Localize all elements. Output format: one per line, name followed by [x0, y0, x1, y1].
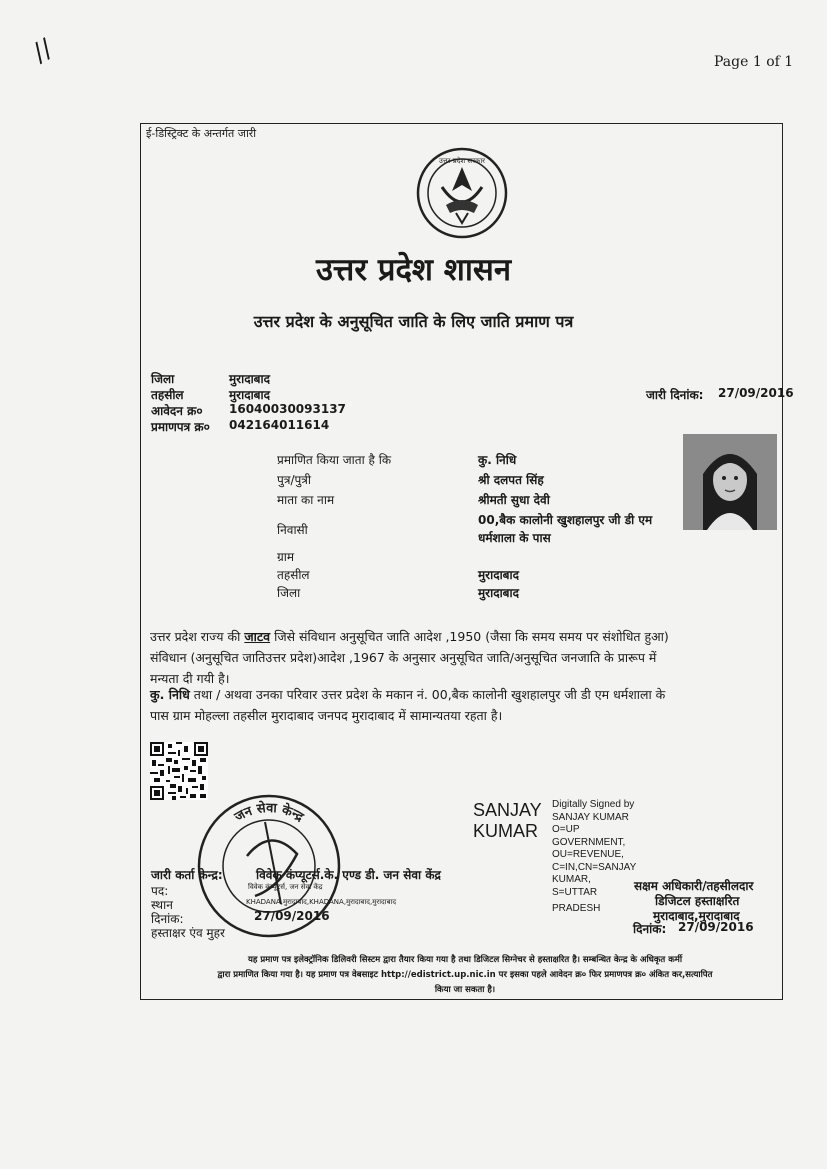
caste-paragraph — [150, 626, 772, 689]
mother-name: श्रीमती सुधा देवी — [478, 493, 550, 507]
issuing-center-label: जारी कर्ता केन्द्र: — [151, 868, 223, 882]
issue-date-value: 27/09/2016 — [718, 386, 794, 400]
issuer-date-label: दिनांक: — [151, 912, 184, 926]
authority-title: सक्षम अधिकारी/तहसीलदार — [634, 879, 754, 893]
issue-date-label: जारी दिनांक: — [646, 388, 704, 402]
signature-seal-label: हस्ताक्षर एंव मुहर — [151, 926, 225, 940]
tehsil-value: मुरादाबाद — [229, 388, 271, 402]
father-label: पुत्र/पुत्री — [277, 473, 312, 487]
digital-signature-details — [552, 799, 636, 916]
svg-text:जन सेवा केन्द्र — [231, 800, 306, 826]
holder-name: कु. निधि — [478, 453, 517, 467]
holder-photo — [683, 434, 777, 530]
footer-line1: यह प्रमाण पत्र इलेक्ट्रॉनिक डिलिवरी सिस्टम द्वारा तैयार किया गया है तथा डिजिटल सिग्नेचर से हस्ताक्षरित है। सम्बन्धित केन्द्र के अधिकृत कर्मी — [247, 955, 683, 965]
resident-label: निवासी — [277, 523, 308, 537]
authority-signed: डिजिटल हस्ताक्षरित — [655, 894, 740, 908]
tehsil-label: तहसील — [151, 388, 184, 402]
pen-mark: // — [27, 33, 58, 69]
sig-detail-line: PRADESH — [552, 903, 601, 914]
certify-label: प्रमाणित किया जाता है कि — [277, 453, 392, 467]
resident-address-line2: धर्मशाला के पास — [478, 531, 551, 545]
caste-paragraph-line3: मन्यता दी गयी है। — [150, 671, 230, 686]
caste-paragraph-lead: उत्तर प्रदेश राज्य की — [150, 629, 241, 644]
details-tehsil-label: तहसील — [277, 568, 310, 582]
details-district-value: मुरादाबाद — [478, 586, 520, 600]
application-no-value: 16040030093137 — [229, 402, 346, 416]
sig-detail-line: Digitally Signed by — [552, 799, 635, 810]
signer-name-line2: KUMAR — [473, 821, 539, 841]
residence-holder-name: कु. निधि — [150, 687, 190, 702]
father-name: श्री दलपत सिंह — [478, 473, 544, 487]
details-tehsil-value: मुरादाबाद — [478, 568, 520, 582]
header-note: ई-डिस्ट्रिक्ट के अन्तर्गत जारी — [146, 127, 257, 140]
sig-detail-line: C=IN,CN=SANJAY — [552, 861, 637, 873]
issuing-center-value: विवेक कंप्यूटर्स.के. एण्ड डी. जन सेवा केंद्र — [256, 868, 441, 882]
seal-text: जन सेवा केन्द्र — [232, 800, 306, 826]
footer-line2: द्वारा प्रमाणित किया गया है। यह प्रमाण पत्र वेबसाइट http://edistrict.up.nic.in पर इसका पहले आवेदन क्र० फिर प्रमाणपत्र क्र० अंकित कर,सत्यापित — [217, 970, 713, 980]
page-number: Page 1 of 1 — [714, 54, 794, 70]
residence-paragraph — [150, 684, 772, 726]
issuer-date-value: 27/09/2016 — [254, 909, 330, 923]
place-label: स्थान — [151, 898, 173, 912]
authority-date-value: 27/09/2016 — [678, 920, 754, 934]
caste-paragraph-line1: जिसे संविधान अनुसूचित जाति आदेश ,1950 (जैसा कि समय समय पर संशोधित हुआ) — [274, 629, 669, 644]
authority-place: मुरादाबाद,मुरादाबाद — [653, 909, 740, 923]
certificate-no-label: प्रमाणपत्र क्र० — [151, 420, 210, 434]
sig-detail-line: OU=REVENUE, — [552, 849, 624, 860]
mother-label: माता का नाम — [277, 493, 335, 507]
authority-date-label: दिनांक: — [633, 922, 667, 936]
caste-name: जाटव — [244, 629, 271, 644]
application-no-label: आवेदन क्र० — [151, 404, 203, 418]
details-district-label: जिला — [277, 586, 301, 600]
post-label: पद: — [151, 884, 169, 898]
footer-line3: किया जा सकता है। — [434, 985, 496, 995]
sig-detail-line: S=UTTAR — [552, 886, 598, 898]
village-label: ग्राम — [277, 550, 295, 564]
certificate-subtitle: उत्तर प्रदेश के अनुसूचित जाति के लिए जाति प्रमाण पत्र — [253, 312, 574, 331]
sig-detail-line: SANJAY KUMAR — [552, 811, 629, 823]
district-value: मुरादाबाद — [229, 372, 271, 386]
caste-paragraph-line2: संविधान (अनुसूचित जातिउत्तर प्रदेश)आदेश ,1967 के अनुसार अनुसूचित जाति/अनुसूचित जनजाति के प्रारूप में — [150, 650, 657, 665]
sig-detail-line: GOVERNMENT, — [552, 836, 626, 848]
sig-detail-line: KUMAR, — [552, 874, 591, 885]
resident-address-line1: 00,बैक कालोनी खुशहालपुर जी डी एम — [478, 513, 653, 527]
certificate-title: उत्तर प्रदेश शासन — [315, 252, 512, 288]
residence-paragraph-line2: पास ग्राम मोहल्ला तहसील मुरादाबाद जनपद मुरादाबाद में सामान्यतया रहता है। — [150, 708, 503, 723]
post-value: विवेक कंप्यूटर्स, जन सेवा केंद्र — [248, 883, 323, 891]
residence-paragraph-line1: तथा / अथवा उनका परिवार उत्तर प्रदेश के मकान नं. 00,बैक कालोनी खुशहालपुर जी डी एम धर्मशाला के — [193, 687, 666, 702]
place-value: KHADANA,मुरादाबाद,KHADANA,मुरादाबाद,मुरादाबाद — [246, 898, 397, 906]
sig-detail-line: O=UP — [552, 824, 580, 835]
footer-note — [150, 953, 780, 998]
emblem-text: उत्तर प्रदेश सरकार — [438, 157, 486, 165]
district-label: जिला — [151, 372, 175, 386]
signer-name-line1: SANJAY — [473, 800, 542, 820]
up-emblem-icon — [416, 147, 508, 239]
certificate-no-value: 042164011614 — [229, 418, 330, 432]
